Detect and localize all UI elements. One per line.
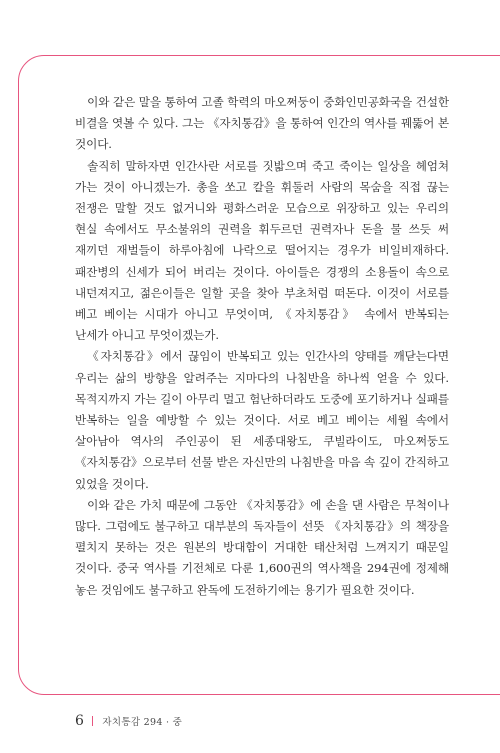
body-text [75,92,449,601]
paragraph-1: 이와 같은 말을 통하여 고졸 학력의 마오쩌둥이 중화인민공화국을 건설한 비결을 엿볼 수 있다. 그는 《자치통감》을 통하여 인간의 역사를 꿰뚫어 본 것이다. [75,95,449,152]
paragraph-3: 《자치통감》에서 끊임이 반복되고 있는 인간사의 양태를 깨닫는다면 우리는 삶의 방향을 알려주는 지마다의 나침반을 하나씩 얻을 수 있다. 목적지까지 가는 길이 아무리 멀고 험난하더라도 도중에 포기하거나 실패를 반복하는 일을 예방할 수 있는 것이다. 서로 베고 베이는 세월 속에서 살아남아 역사의 주인공이 된 세종대왕도, 쿠빌라이도, 마오쩌둥도 《자치통감》으로부터 선물 받은 자신만의 나침반을 마음 속 깊이 간직하고 있었을 것이다. [75,349,449,491]
page-number: 6 [75,713,84,729]
paragraph-2: 솔직히 말하자면 인간사란 서로를 짓밟으며 죽고 죽이는 일상을 헤엄쳐 가는 것이 아니겠는가. 총을 쏘고 칼을 휘둘러 사람의 목숨을 직접 끊는 전쟁은 말할 것도 없거니와 평화스러운 모습으로 위장하고 있는 우리의 현실 속에서도 무소불위의 권력을 휘두르던 권력자나 돈을 물 쓰듯 써 재끼던 재벌들이 하루아침에 나락으로 떨어지는 경우가 비일비재하다. 패잔병의 신세가 되어 버리는 것이다. 아이들은 경쟁의 소용돌이 속으로 내던져지고, 젊은이들은 일할 곳을 찾아 부초처럼 떠돈다. 이것이 서로를 베고 베이는 시대가 아니고 무엇이며, 《자치통감》 속에서 반복되는 난세가 아니고 무엇이겠는가. [75,158,449,343]
running-title: 자치통감 294 · 중 [102,717,183,728]
paragraph-4: 이와 같은 가치 때문에 그동안 《자치통감》에 손을 댄 사람은 무척이나 많다. 그럼에도 불구하고 대부분의 독자들이 선뜻 《자치통감》의 책장을 펼치지 못하는 것은 원본의 방대함이 거대한 태산처럼 느껴지기 때문일 것이다. 중국 역사를 기전체로 다룬 1,600권의 역사책을 294권에 정제해 놓은 것임에도 불구하고 완독에 도전하기에는 용기가 필요한 것이다. [75,497,449,597]
page-footer [75,713,182,729]
footer-divider [92,716,94,726]
